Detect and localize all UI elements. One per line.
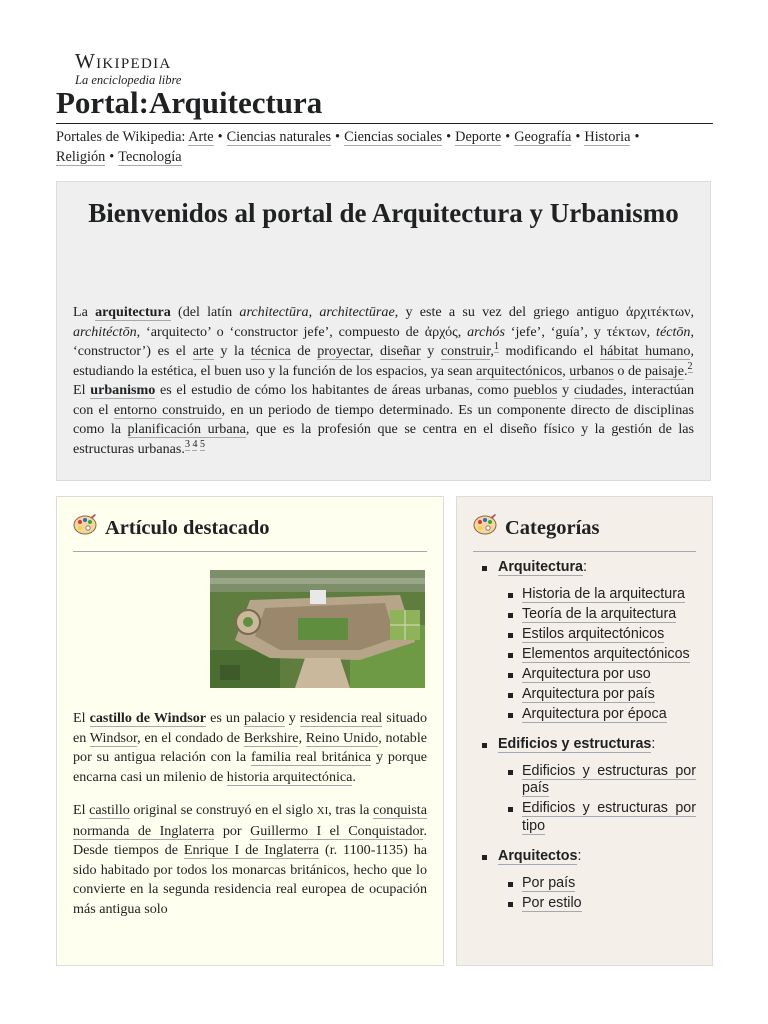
category-link[interactable]: Por país	[522, 874, 576, 891]
category-link[interactable]: Estilos arquitectónicos	[522, 625, 665, 642]
category-arquitectura[interactable]: Arquitectura	[498, 559, 583, 575]
link-historia-arquitectonica[interactable]: historia arquitectónica	[226, 768, 353, 785]
link-castillo[interactable]: castillo	[89, 802, 130, 818]
portal-link-ciencias-sociales[interactable]: Ciencias sociales	[344, 129, 443, 145]
wikipedia-logo[interactable]	[75, 50, 205, 87]
welcome-box	[56, 181, 711, 481]
list-item	[498, 586, 696, 604]
list-item	[498, 706, 696, 724]
featured-paragraph-1: El castillo de Windsor es un palacio y residencia real situado en Windsor, en el condado de Berkshire, Reino Unido, notable por su antigua relación con la familia real británica y porque encarna casi un milenio de historia arquitectónica.	[73, 710, 427, 785]
portal-link-deporte[interactable]: Deporte	[455, 129, 502, 145]
category-link[interactable]: Arquitectura por uso	[522, 665, 651, 682]
link-arquitectura[interactable]: arquitectura	[95, 304, 171, 320]
featured-paragraph-2: El castillo original se construyó en el siglo XI, tras la conquista normanda de Inglaterra por Guillermo I el Conquistador. Desde tiempos de Enrique I de Inglaterra (r. 1100-1135) ha sido habitado por todos los monarcas británicos, hecho que lo convierte en la segunda residencia real europea de ocupación más antigua solo	[73, 802, 427, 917]
portal-link-tecnologia[interactable]: Tecnología	[118, 149, 182, 165]
category-arquitectos[interactable]: Arquitectos	[498, 848, 578, 864]
list-item	[498, 895, 696, 913]
link-urbanismo[interactable]: urbanismo	[90, 382, 156, 398]
link-palacio[interactable]: palacio	[244, 710, 285, 726]
architecture-paragraph: La arquitectura (del latín architectūra, architectūrae, y este a su vez del griego antiguo ἀρχιτέκτων, architéctōn, ‘arquitecto’ o ‘constructor jefe’, compuesto de ἀρχός, archós ‘jefe’, ‘guía’, y τέκτων, téctōn, ‘constructor’) es el arte y la técnica de proyectar, diseñar y construir,$^1$ modificando el hábitat humano, estudiando la estética, el buen uso y la función de los espacios, ya sean arquitectónicos, urbanos o de paisaje.$^2$	[73, 304, 695, 379]
category-link[interactable]: Arquitectura por país	[522, 685, 655, 702]
reference-2[interactable]: 2	[687, 360, 693, 372]
link-residencia-real[interactable]: residencia real	[299, 710, 383, 726]
link-windsor[interactable]: Windsor	[89, 729, 138, 746]
link-berkshire[interactable]: Berkshire	[243, 729, 299, 746]
link-habitat-humano[interactable]: hábitat humano	[600, 343, 691, 359]
category-group: Arquitectura: Historia de la arquitectura Teoría de la arquitectura Estilos arquitectónicos Elementos arquitectónicos Arquitectura por uso Arquitectura por país Arquitectura por época	[473, 559, 696, 723]
list-item	[498, 606, 696, 624]
category-group: Edificios y estructuras: Edificios y estructuras por país Edificios y estructuras por tipo	[473, 736, 696, 835]
reference-1[interactable]: 1	[493, 341, 499, 353]
reference-5[interactable]: 5	[199, 438, 205, 450]
link-castillo-de-windsor[interactable]: castillo de Windsor	[89, 710, 207, 726]
featured-article-header	[73, 511, 427, 552]
portal-link-arte[interactable]: Arte	[188, 129, 214, 145]
list-item	[498, 875, 696, 893]
categories-list	[473, 559, 696, 925]
categories-heading: Categorías	[505, 517, 600, 539]
link-paisaje[interactable]: paisaje	[644, 362, 684, 379]
category-link[interactable]: Historia de la arquitectura	[522, 585, 685, 602]
portal-link-ciencias-naturales[interactable]: Ciencias naturales	[226, 129, 332, 145]
palette-icon	[473, 514, 497, 536]
link-urbanos[interactable]: urbanos	[569, 362, 614, 379]
link-proyectar[interactable]: proyectar	[317, 343, 370, 359]
list-item	[498, 626, 696, 644]
link-guillermo-i[interactable]: Guillermo I el Conquistador	[250, 822, 424, 839]
link-enrique-i[interactable]: Enrique I de Inglaterra	[183, 842, 320, 858]
link-reino-unido[interactable]: Reino Unido	[305, 729, 379, 746]
category-link[interactable]: Edificios y estructuras por tipo	[522, 800, 696, 834]
link-entorno-construido[interactable]: entorno construido	[113, 401, 222, 418]
reference-3[interactable]: 3	[184, 438, 190, 450]
categories-header	[473, 511, 696, 552]
portals-nav: Portales de Wikipedia: Arte • Ciencias naturales • Ciencias sociales • Deporte • Geografía • Historia • Religión • Tecnología	[56, 129, 640, 165]
category-link[interactable]: Arquitectura por época	[522, 705, 667, 722]
link-pueblos[interactable]: pueblos	[513, 382, 558, 398]
category-link[interactable]: Por estilo	[522, 894, 582, 911]
portal-link-religion[interactable]: Religión	[56, 149, 106, 165]
welcome-title: Bienvenidos al portal de Arquitectura y Urbanismo	[88, 198, 679, 228]
list-item	[498, 686, 696, 704]
categories-panel	[456, 496, 713, 966]
featured-article-heading: Artículo destacado	[105, 517, 270, 539]
reference-4[interactable]: 4	[192, 438, 198, 450]
list-item	[498, 763, 696, 798]
link-arte[interactable]: arte	[192, 343, 214, 359]
link-conquista-normanda[interactable]: conquista normanda de Inglaterra	[73, 802, 427, 839]
list-item	[498, 800, 696, 835]
logo-tagline: La enciclopedia libre	[75, 73, 182, 87]
portal-link-historia[interactable]: Historia	[584, 129, 631, 145]
link-arquitectonicos[interactable]: arquitectónicos	[476, 362, 563, 379]
category-group: Arquitectos: Por país Por estilo	[473, 848, 696, 912]
list-item	[498, 646, 696, 664]
urbanism-paragraph: El urbanismo es el estudio de cómo los habitantes de áreas urbanas, como pueblos y ciudades, interactúan con el entorno construido, en un periodo de tiempo determinado. Es un componente directo de disciplinas como la planificación urbana, que es la profesión que se centra en el diseño físico y la gestión de las estructuras urbanas.$^{3 4 5}$	[73, 382, 695, 457]
link-ciudades[interactable]: ciudades	[573, 382, 624, 398]
portals-prefix: Portales de Wikipedia:	[56, 129, 186, 145]
link-construir[interactable]: construir	[440, 343, 491, 359]
list-item	[498, 666, 696, 684]
link-disenar[interactable]: diseñar	[379, 343, 421, 359]
windsor-castle-image[interactable]	[210, 570, 425, 688]
link-planificacion-urbana[interactable]: planificación urbana	[127, 421, 246, 437]
featured-article-panel	[56, 496, 444, 966]
link-familia-real-britanica[interactable]: familia real británica	[250, 749, 372, 765]
title-divider	[56, 123, 713, 124]
logo-wordmark: Wikipedia	[75, 49, 172, 73]
category-link[interactable]: Elementos arquitectónicos	[522, 645, 690, 662]
page-title: Portal:Arquitectura	[56, 85, 323, 120]
featured-article-text	[73, 709, 427, 933]
palette-icon	[73, 514, 97, 536]
category-edificios-y-estructuras[interactable]: Edificios y estructuras	[498, 736, 652, 752]
welcome-text	[73, 303, 694, 459]
category-link[interactable]: Edificios y estructuras por país	[522, 762, 696, 796]
link-tecnica[interactable]: técnica	[250, 343, 291, 359]
category-link[interactable]: Teoría de la arquitectura	[522, 605, 677, 622]
portal-link-geografia[interactable]: Geografía	[514, 129, 572, 145]
